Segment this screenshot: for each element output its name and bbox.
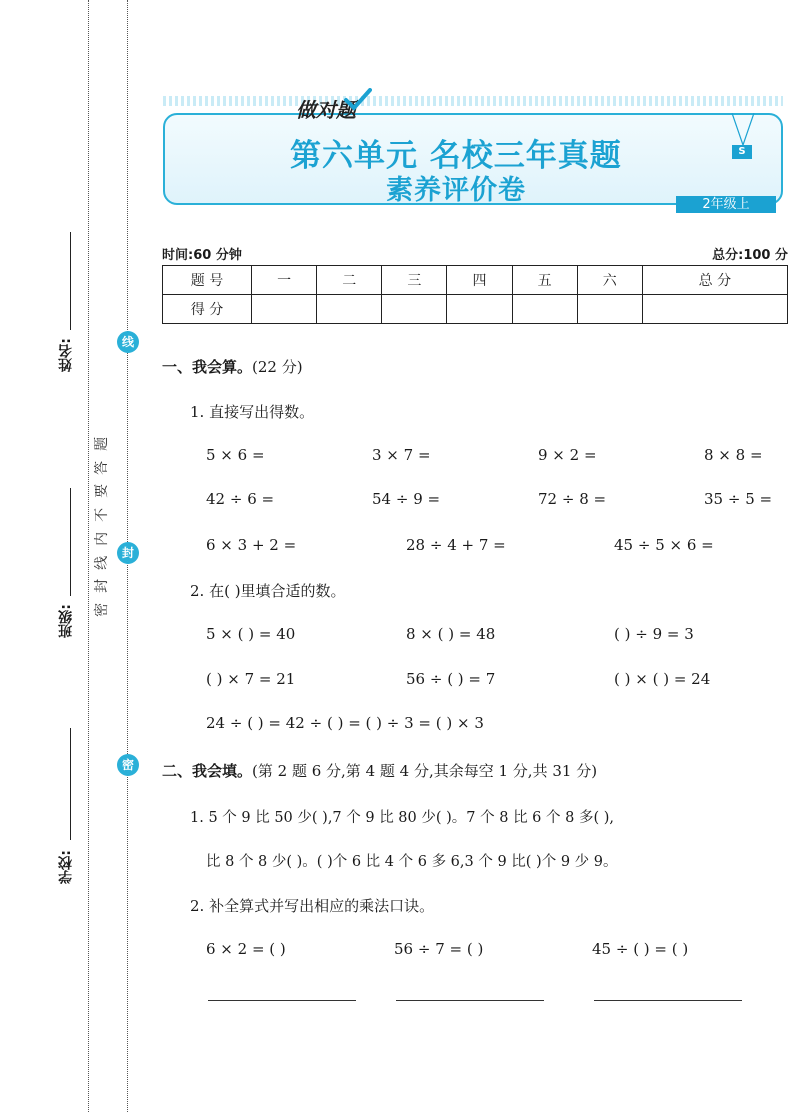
badge-label: 做对题 <box>296 98 356 122</box>
score-cell[interactable] <box>382 295 447 324</box>
section2-title: 二、我会填。 <box>162 762 253 780</box>
score-cell[interactable] <box>317 295 382 324</box>
s2-q1-line1[interactable]: 1. 5 个 9 比 50 少( ),7 个 9 比 80 少( )。7 个 8 比 6 个 8 多( ), <box>190 810 614 826</box>
page-title: 第六单元 名校三年真题 <box>290 138 622 174</box>
calc-item: 8 × 8 = <box>704 446 763 464</box>
sealing-warning <box>95 432 111 622</box>
warning-char: 封 <box>94 579 111 594</box>
calc-item: 35 ÷ 5 = <box>704 490 773 508</box>
warning-char: 要 <box>94 484 111 499</box>
s2-q1-line2[interactable]: 比 8 个 8 少( )。( )个 6 比 4 个 6 多 6,3 个 9 比( )个 9 少 9。 <box>206 854 618 870</box>
binding-line-outer <box>88 0 89 1112</box>
fill-item[interactable]: 5 × ( ) = 40 <box>206 625 296 643</box>
warning-char: 线 <box>94 555 111 570</box>
section2-note: (第 2 题 6 分,第 4 题 4 分,其余每空 1 分,共 31 分) <box>252 762 598 780</box>
section2-heading <box>162 760 597 781</box>
calc-item: 54 ÷ 9 = <box>372 490 441 508</box>
warning-char: 题 <box>94 436 111 451</box>
s1-q2-title: 2. 在( )里填合适的数。 <box>190 582 346 600</box>
score-header-row <box>163 266 788 295</box>
calc-item: 45 ÷ 5 × 6 = <box>614 536 714 554</box>
seal-xian: 线 <box>117 331 139 353</box>
fill-item[interactable]: 45 ÷ ( ) = ( ) <box>592 940 689 958</box>
fill-item[interactable]: ( ) × ( ) = 24 <box>614 670 711 688</box>
class-label: 班级: <box>58 604 74 638</box>
checkmark-icon <box>344 88 372 112</box>
school-field[interactable] <box>70 728 71 840</box>
calc-item: 5 × 6 = <box>206 446 265 464</box>
score-header-cell: 六 <box>577 266 642 295</box>
banner-stripe <box>163 96 783 106</box>
section1-title: 一、我会算。 <box>162 358 253 376</box>
fill-item[interactable]: 6 × 2 = ( ) <box>206 940 286 958</box>
tag-badge: S <box>732 145 752 159</box>
warning-char: 答 <box>94 460 111 475</box>
calc-item: 6 × 3 + 2 = <box>206 536 297 554</box>
score-header-cell: 题 号 <box>163 266 252 295</box>
calc-item: 3 × 7 = <box>372 446 431 464</box>
score-cell[interactable] <box>512 295 577 324</box>
score-cell[interactable] <box>642 295 787 324</box>
warning-char: 内 <box>94 531 111 546</box>
section1-heading <box>162 356 303 377</box>
score-header-cell: 二 <box>317 266 382 295</box>
name-label: 姓名: <box>58 338 74 372</box>
school-label: 学校: <box>58 850 74 884</box>
calc-item: 72 ÷ 8 = <box>538 490 607 508</box>
fill-item[interactable]: ( ) × 7 = 21 <box>206 670 296 688</box>
seal-mi: 密 <box>117 754 139 776</box>
answer-line[interactable] <box>396 1000 544 1001</box>
warning-char: 不 <box>94 507 111 522</box>
score-row-label: 得 分 <box>163 295 252 324</box>
answer-line[interactable] <box>208 1000 356 1001</box>
fill-chain[interactable]: 24 ÷ ( ) = 42 ÷ ( ) = ( ) ÷ 3 = ( ) × 3 <box>206 714 484 732</box>
fill-item[interactable]: 8 × ( ) = 48 <box>406 625 496 643</box>
warning-char: 密 <box>94 602 111 617</box>
name-field[interactable] <box>70 232 71 330</box>
page-subtitle: 素养评价卷 <box>386 175 526 206</box>
s2-q2-title: 2. 补全算式并写出相应的乘法口诀。 <box>190 897 435 915</box>
class-field[interactable] <box>70 488 71 596</box>
score-header-cell: 四 <box>447 266 512 295</box>
score-table <box>162 265 788 324</box>
score-cell[interactable] <box>447 295 512 324</box>
fill-item[interactable]: 56 ÷ 7 = ( ) <box>394 940 484 958</box>
score-cell[interactable] <box>577 295 642 324</box>
calc-item: 9 × 2 = <box>538 446 597 464</box>
tag-string-icon <box>728 113 758 147</box>
answer-line[interactable] <box>594 1000 742 1001</box>
calc-item: 42 ÷ 6 = <box>206 490 275 508</box>
section1-note: (22 分) <box>252 358 303 376</box>
fill-item[interactable]: 56 ÷ ( ) = 7 <box>406 670 496 688</box>
s1-q1-title: 1. 直接写出得数。 <box>190 403 315 421</box>
calc-item: 28 ÷ 4 + 7 = <box>406 536 506 554</box>
score-header-cell: 一 <box>252 266 317 295</box>
exam-time: 时间:60 分钟 <box>162 248 242 263</box>
score-header-cell: 五 <box>512 266 577 295</box>
fill-item[interactable]: ( ) ÷ 9 = 3 <box>614 625 694 643</box>
score-header-cell: 总 分 <box>642 266 787 295</box>
exam-total: 总分:100 分 <box>712 248 788 263</box>
score-cell[interactable] <box>252 295 317 324</box>
seal-feng: 封 <box>117 542 139 564</box>
grade-label: 2年级上 <box>676 196 776 213</box>
score-row <box>163 295 788 324</box>
score-header-cell: 三 <box>382 266 447 295</box>
